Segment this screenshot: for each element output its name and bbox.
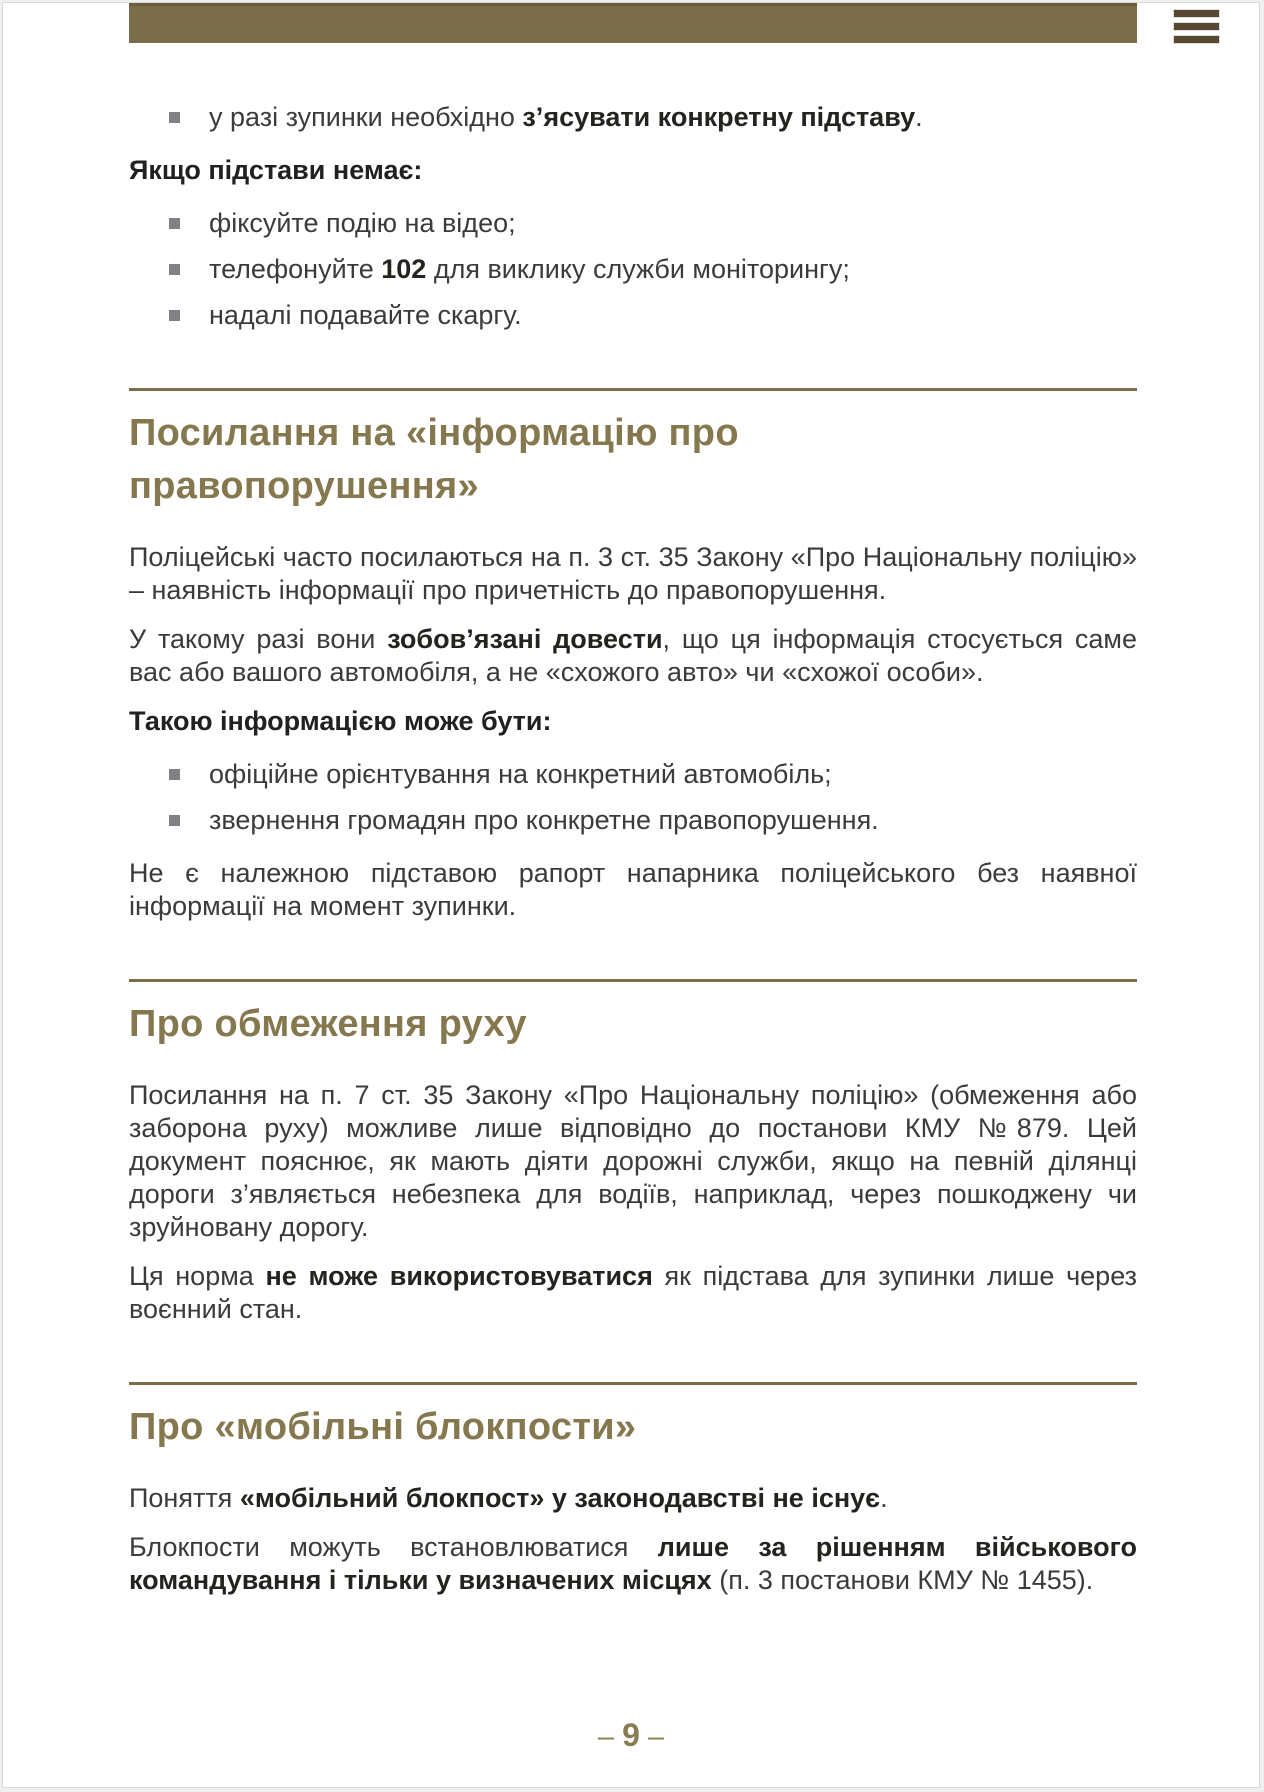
paragraph: Поліцейські часто посилаються на п. 3 ст. 35 Закону «Про Національну поліцію» – наявність інформації про причетність до правопорушення. xyxy=(129,542,1137,605)
bullet-square-icon xyxy=(169,310,180,321)
list-item xyxy=(129,804,1137,837)
list-item-text: звернення громадян про конкретне правопорушення. xyxy=(209,805,879,835)
list-item-text: фіксуйте подію на відео; xyxy=(209,208,516,238)
bullet-list xyxy=(129,758,1137,837)
paragraph: Блокпости можуть встановлюватися лише за рішенням військового командування і тільки у визначених місцях (п. 3 постанови КМУ № 1455). xyxy=(129,1532,1137,1595)
bullet-square-icon xyxy=(169,815,180,826)
list-item-text: у разі зупинки необхідно з’ясувати конкретну підставу. xyxy=(209,102,923,132)
paragraph: Поняття «мобільний блокпост» у законодавстві не існує. xyxy=(129,1483,888,1513)
list-item xyxy=(129,101,1137,134)
document-page xyxy=(2,2,1260,1788)
bullet-square-icon xyxy=(169,218,180,229)
list-item xyxy=(129,299,1137,332)
paragraph: Посилання на п. 7 ст. 35 Закону «Про Національну поліцію» (обмеження або заборона руху) можливе лише відповідно до постанови КМУ №879. Цей документ пояснює, як мають діяти дорожні служби, якщо на певній ділянці дороги з’являється небезпека для водіїв, наприклад, через пошкоджену чи зруйновану дорогу. xyxy=(129,1080,1137,1242)
menu-button[interactable] xyxy=(1174,10,1219,43)
section-title: Про «мобільні блокпости» xyxy=(129,1406,637,1448)
bullet-list xyxy=(129,101,1137,134)
lead-line: Такою інформацією може бути: xyxy=(129,706,552,736)
bullet-square-icon xyxy=(169,112,180,123)
paragraph: Ця норма не може використовуватися як підстава для зупинки лише через воєнний стан. xyxy=(129,1261,1137,1324)
list-item-text: надалі подавайте скаргу. xyxy=(209,300,522,330)
section-divider xyxy=(129,979,1137,982)
section-title: Посилання на «інформацію про правопорушення» xyxy=(129,412,739,507)
list-item-text: телефонуйте 102 для виклику служби моніторингу; xyxy=(209,254,850,284)
paragraph: Не є належною підставою рапорт напарника поліцейського без наявної інформації на момент зупинки. xyxy=(129,858,1137,921)
list-item xyxy=(129,758,1137,791)
list-item-text: офіційне орієнтування на конкретний автомобіль; xyxy=(209,759,832,789)
section-title: Про обмеження руху xyxy=(129,1003,527,1045)
lead-line: Якщо підстави немає: xyxy=(129,155,423,185)
page-number: – 9 – xyxy=(597,1717,665,1753)
bullet-square-icon xyxy=(169,264,180,275)
bullet-list xyxy=(129,207,1137,332)
list-item xyxy=(129,253,1137,286)
bullet-square-icon xyxy=(169,769,180,780)
section-divider xyxy=(129,1382,1137,1385)
section-divider xyxy=(129,388,1137,391)
page-content xyxy=(129,3,1137,1597)
paragraph: У такому разі вони зобов’язані довести, що ця інформація стосується саме вас або вашого автомобіля, а не «схожого авто» чи «схожої особи». xyxy=(129,624,1138,687)
list-item xyxy=(129,207,1137,240)
